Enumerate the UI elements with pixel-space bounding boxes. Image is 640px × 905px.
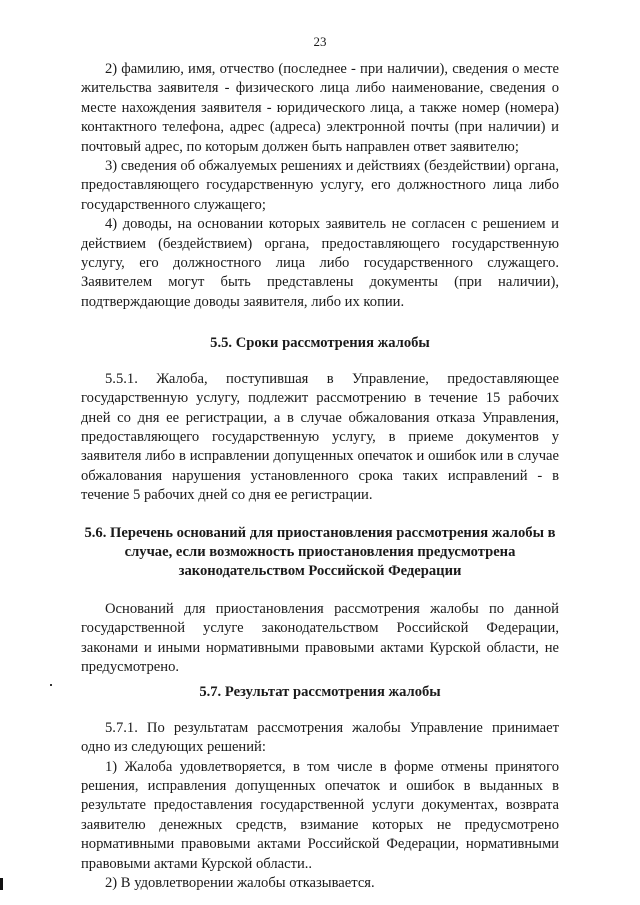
paragraph-item-3: 3) сведения об обжалуемых решениях и действиях (бездействии) органа, предоставляющего государственную услугу, его должностного лица либо государственного служащего; — [81, 158, 559, 213]
section-5-6-heading: 5.6. Перечень оснований для приостановления рассмотрения жалобы в случае, если возможность приостановления предусмотрена законодательством Российской Федерации — [84, 524, 556, 580]
section-5-5-text: 5.5.1. Жалоба, поступившая в Управление, предоставляющее государственную услугу, подлежит рассмотрению в течение 15 рабочих дней со дня ее регистрации, а в случае обжалования отказа Управления, предоставляющего государственную услугу, в приеме документов у заявителя либо в исправлении допущенных опечаток и ошибок или в случае обжалования нарушения установленного срока таких исправлений - в течение 5 рабочих дней со дня ее регистрации. — [81, 370, 559, 504]
decision-2: 2) В удовлетворении жалобы отказывается. — [105, 875, 375, 892]
paragraph-item-2: 2) фамилию, имя, отчество (последнее - при наличии), сведения о месте жительства заявителя - физического лица либо наименование, сведения о месте нахождения заявителя - юридического лица, а также номер (номера) контактного телефона, адрес (адреса) электронной почты (при наличии) и почтовый адрес, по которым должен быть направлен ответ заявителю; — [81, 61, 559, 155]
section-5-6-text: Оснований для приостановления рассмотрения жалобы по данной государственной услуге законодательством Российской Федерации, законами и иными нормативными правовыми актами Курской области, не предусмотрено. — [81, 600, 559, 675]
scan-edge-mark — [0, 878, 3, 890]
scan-speck — [50, 684, 52, 686]
paragraph-item-4: 4) доводы, на основании которых заявитель не согласен с решением и действием (бездействием) органа, предоставляющего государственную услугу, его должностного лица либо государственного служащего. Заявителем могут быть представлены документы (при наличии), подтверждающие доводы заявителя, либо их копии. — [81, 216, 559, 310]
section-5-5-heading: 5.5. Сроки рассмотрения жалобы — [210, 335, 430, 352]
section-5-7-intro: 5.7.1. По результатам рассмотрения жалобы Управление принимает одно из следующих решений: — [81, 719, 559, 756]
decision-1: 1) Жалоба удовлетворяется, в том числе в форме отмены принятого решения, исправления допущенных опечаток и ошибок в выданных в результате предоставления государственной услуги документах, возврата заявителю денежных средств, взимание которых не предусмотрено нормативными правовыми актами Российской Федерации, нормативными правовыми актами Курской области.. — [81, 758, 559, 872]
section-5-7-heading: 5.7. Результат рассмотрения жалобы — [199, 684, 441, 701]
document-body — [81, 60, 559, 893]
page-number: 23 — [313, 34, 327, 49]
